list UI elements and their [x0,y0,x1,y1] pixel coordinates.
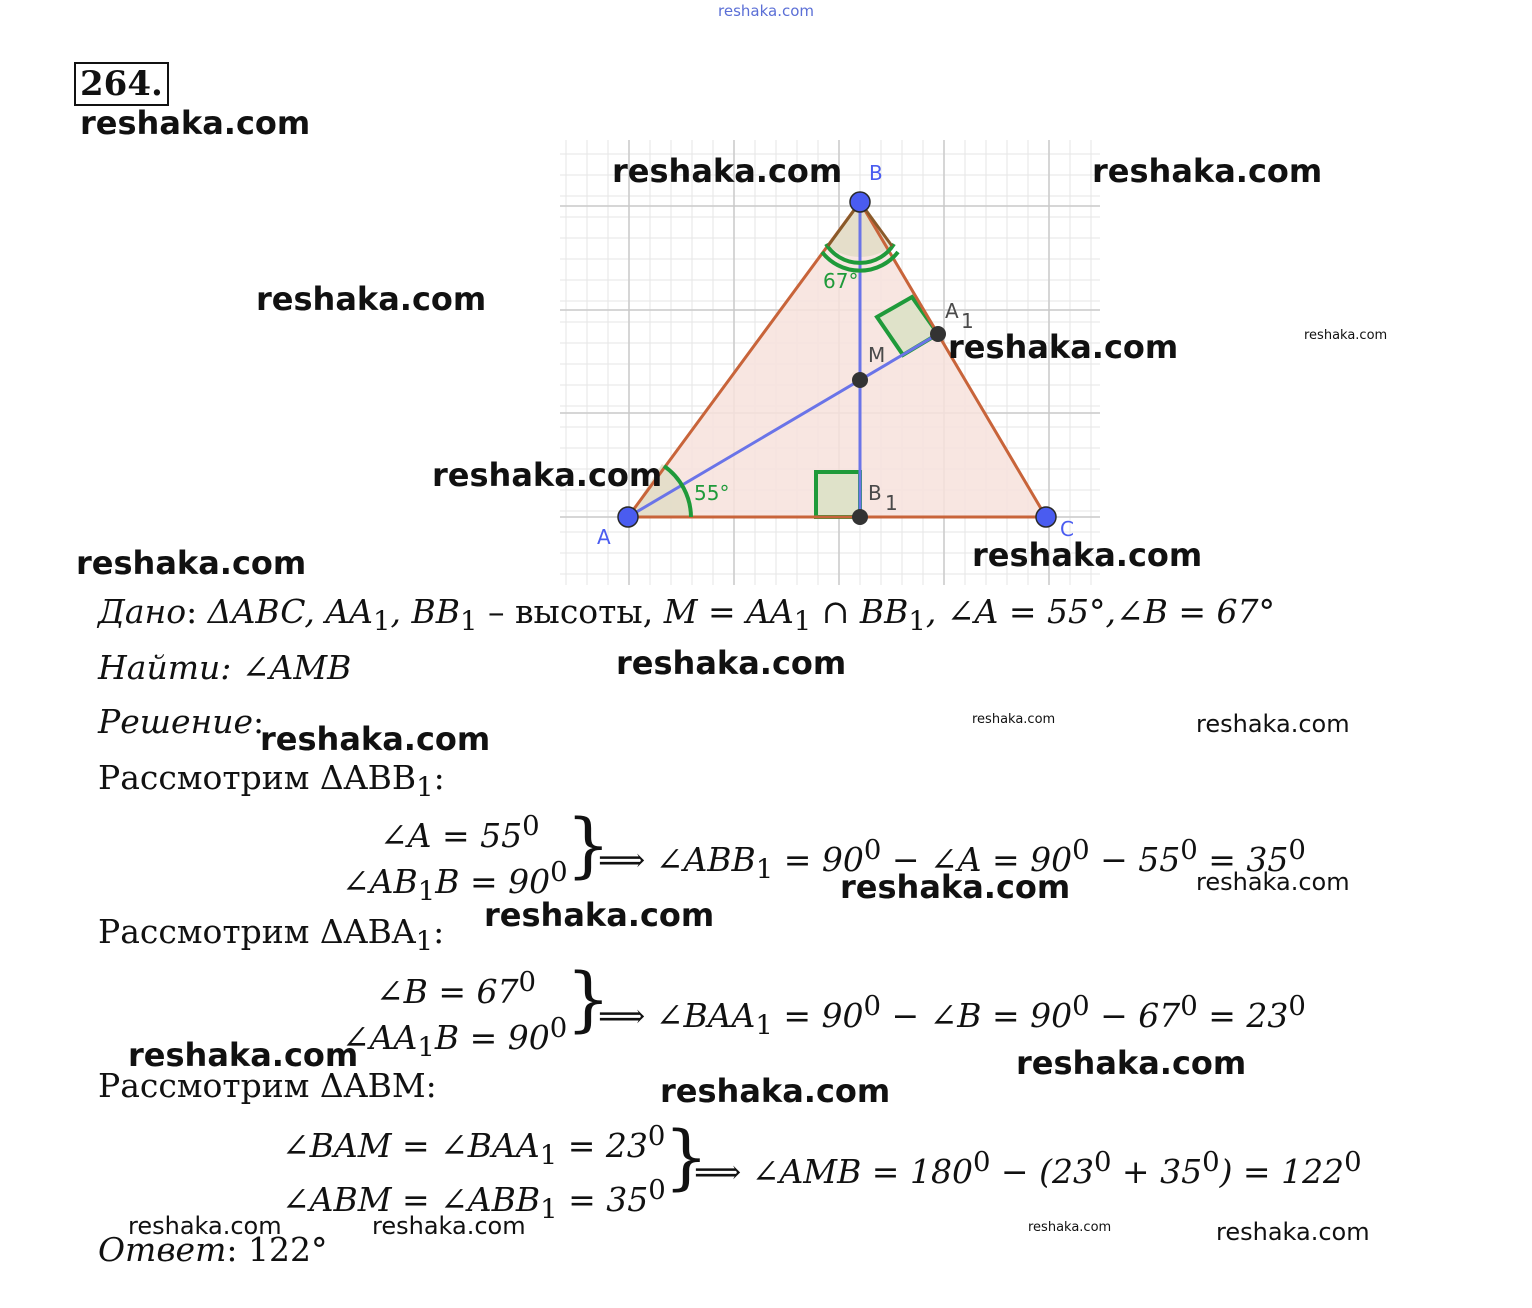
consider2-text: Рассмотрим ΔABA [98,912,416,951]
watermark: reshaka.com [484,896,715,934]
angle-b-label: 67° [823,269,859,293]
watermark: reshaka.com [972,712,1056,727]
s1-brace: } [566,804,611,886]
watermark: reshaka.com [256,280,487,318]
given-m-sub: 1 [793,605,812,638]
consider1-text: Рассмотрим ΔABB [98,758,417,797]
label-c: C [1060,517,1074,541]
point-m [852,372,868,388]
watermark: reshaka.com [612,152,843,190]
s1-line1-sup: 0 [522,810,540,842]
right-angle-b1 [816,472,860,517]
consider2-colon: : [433,912,445,951]
header-link[interactable]: reshaka.com [718,2,814,20]
s1-res-a: ⟹ ∠ABB [598,840,756,879]
point-b1 [852,509,868,525]
s2-res-a: ⟹ ∠BAA [598,996,756,1035]
watermark: reshaka.com [1304,328,1388,343]
s2-res-sup4: 0 [1288,990,1306,1022]
given-line [98,592,1275,638]
s2-line2 [342,1012,567,1064]
point-a1 [930,326,946,342]
find-value: : ∠AMB [220,648,352,687]
solution-label: Решение [98,702,254,741]
answer-label: Ответ [98,1230,227,1269]
solution-colon: : [253,702,265,741]
watermark: reshaka.com [616,644,847,682]
s1-res-b: = 90 [773,840,864,879]
s3-line2-b: = 35 [557,1180,649,1219]
s3-line1-sup: 0 [647,1120,666,1152]
watermark: reshaka.com [372,1212,526,1240]
label-m: M [868,343,886,367]
given-alt2: BB [411,592,460,631]
point-b [850,192,870,212]
watermark: reshaka.com [1028,1220,1112,1235]
watermark: reshaka.com [1016,1044,1247,1082]
s3-line2-sub: 1 [540,1193,558,1226]
s2-res-sup2: 0 [1072,990,1090,1022]
s3-line1-b: = 23 [557,1126,648,1165]
angle-a-label: 55° [694,481,730,505]
s2-res-e: = 23 [1197,996,1289,1035]
given-sep: , [390,592,412,631]
s3-res-a: ⟹ ∠AMB = 180 [694,1152,973,1191]
label-b1: B [868,481,882,505]
watermark: reshaka.com [80,104,311,142]
watermark: reshaka.com [1092,152,1323,190]
s2-res-c: − ∠B = 90 [881,996,1073,1035]
s3-res-sup4: 0 [1344,1146,1362,1178]
s2-res-sub: 1 [755,1009,773,1042]
s2-res-sup3: 0 [1180,990,1198,1022]
s1-res-sub: 1 [755,853,774,886]
s2-res-b: = 90 [772,996,864,1035]
s2-line1 [376,966,536,1011]
s2-line2-b: B = 90 [434,1018,550,1057]
s3-res-sup3: 0 [1202,1146,1220,1178]
s3-res-sup2: 0 [1093,1146,1112,1178]
s1-res-sup2: 0 [1072,834,1090,866]
given-colon: : [186,592,198,631]
watermark: reshaka.com [1216,1218,1370,1246]
watermark: reshaka.com [76,544,307,582]
given-alt1: AA [325,592,373,631]
consider3-text: Рассмотрим ΔABM: [98,1066,437,1105]
s1-res-sup3: 0 [1180,834,1198,866]
watermark: reshaka.com [660,1072,891,1110]
s1-line2-b: B = 90 [435,862,551,901]
s3-result [694,1146,1362,1191]
consider1-sub: 1 [416,771,434,804]
solution-line [98,702,264,741]
s3-line1-a: ∠BAM = ∠BAA [282,1126,540,1165]
consider1 [98,758,445,804]
s1-res-sup4: 0 [1288,834,1306,866]
consider1-colon: : [433,758,445,797]
label-b: B [869,161,883,185]
s2-res-d: − 67 [1089,996,1181,1035]
point-c [1036,507,1056,527]
given-alt1-sub: 1 [373,605,391,638]
s3-line1 [282,1120,665,1172]
s2-line2-sup: 0 [549,1012,568,1044]
s3-line2-sup: 0 [648,1174,666,1206]
consider2 [98,912,444,958]
watermark: reshaka.com [840,868,1071,906]
watermark: reshaka.com [1196,868,1350,896]
s2-line1-text: ∠B = 67 [376,972,519,1011]
find-label: Найти [98,648,221,687]
s1-line2-a: ∠AB [342,862,418,901]
watermark: reshaka.com [972,536,1203,574]
s3-res-sup1: 0 [972,1146,991,1178]
s3-brace: } [664,1116,709,1198]
s2-res-sup1: 0 [863,990,881,1022]
s3-line1-sub: 1 [539,1139,558,1172]
watermark: reshaka.com [1196,710,1350,738]
s3-line2-a: ∠ABM = ∠ABB [282,1180,541,1219]
s2-brace: } [566,958,611,1040]
s1-res-e: = 35 [1197,840,1289,879]
given-cap-sub: 1 [908,605,926,638]
problem-number: 264. [74,62,169,106]
s1-res-sup1: 0 [863,834,882,866]
given-triangle: ΔABC, [207,592,326,631]
s2-line1-sup: 0 [518,966,537,998]
s3-res-d: ) = 122 [1219,1152,1345,1191]
given-label: Дано [98,592,187,631]
label-b1-sub: 1 [885,491,898,515]
s1-line2-sup: 0 [550,856,568,888]
label-a: A [597,525,611,549]
label-a1: A [945,299,959,323]
watermark: reshaka.com [260,720,491,758]
watermark: reshaka.com [128,1036,359,1074]
find-line [98,648,351,687]
watermark: reshaka.com [128,1212,282,1240]
watermark: reshaka.com [432,456,663,494]
given-alt2-sub: 1 [460,605,478,638]
s2-line2-sub: 1 [417,1031,435,1064]
s2-line2-a: ∠AA [342,1018,418,1057]
s1-line1 [380,810,540,855]
consider2-sub: 1 [415,925,434,958]
answer-value: : 122° [226,1230,328,1269]
given-word: – высоты, [477,592,664,631]
s2-result [598,990,1306,1042]
s1-res-d: − 55 [1089,840,1181,879]
label-a1-sub: 1 [961,309,974,333]
given-cap: ∩ BB [811,592,909,631]
point-a [618,507,638,527]
given-angles: , ∠A = 55°,∠B = 67° [925,592,1276,631]
s1-res-c: − ∠A = 90 [881,840,1073,879]
watermark: reshaka.com [948,328,1179,366]
s3-res-b: − (23 [990,1152,1094,1191]
s1-line1-text: ∠A = 55 [380,816,523,855]
s3-res-c: + 35 [1111,1152,1203,1191]
s1-line2-sub: 1 [417,875,436,908]
given-m: M = AA [663,592,794,631]
